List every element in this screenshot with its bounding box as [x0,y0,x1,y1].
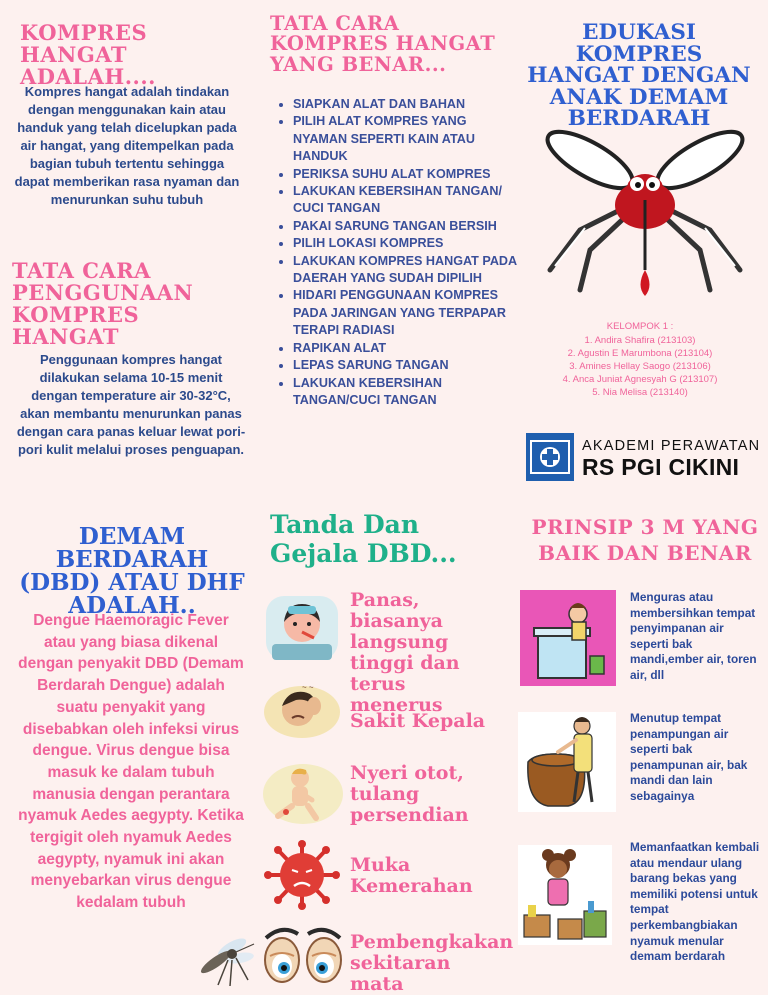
draining-water-illustration-icon [520,590,616,686]
list-item: • LAKUKAN KEBERSIHAN TANGAN/ CUCI TANGAN [293,183,518,218]
symptom-red-face: Muka Kemerahan [350,854,473,897]
list-item: • HIDARI PENGGUNAAN KOMPRES PADA JARINGAN YANG TERPAPAR TERAPI RADIASI [293,287,518,339]
definition-text: Kompres hangat adalah tindakan dengan menggunakan kain atau handuk yang telah dicelupkan pada air hangat, yang ditempelkan pada bagian tubuh tertentu sehingga dapat memberikan rasa nyaman dan menurunkan suhu tubuh [14,84,240,207]
symptom-swollen-eyes: Pembengkakan sekitaran mata [350,931,514,995]
institution-logo [525,432,575,482]
mosquito-blood-icon [540,120,750,300]
cover-title: EDUKASI KOMPRES HANGAT DENGAN ANAK DEMAM BERDARAH [527,20,751,131]
institution-line1: AKADEMI PERAWATAN [582,438,761,454]
member-item: 4. Anca Juniat Agnesyah G (213107) [562,374,718,385]
principles-title: PRINSIP 3 M YANG BAIK DAN BENAR [531,515,759,565]
principle-drain: Menguras atau membersihkan tempat penyimpanan air seperti bak mandi,ember air, toren air, dll [630,590,757,682]
usage-title: TATA CARA PENGGUNAAN KOMPRES HANGAT [12,258,194,350]
svg-text:~ ~: ~ ~ [302,683,314,692]
joint-pain-illustration-icon [262,760,344,826]
member-item: 3. Amines Hellay Saogo (213106) [569,361,711,372]
symptom-fever: Panas, biasanya langsung tinggi dan terus menerus [350,589,460,716]
list-item: • LAKUKAN KEBERSIHAN TANGAN/CUCI TANGAN [293,375,518,410]
list-item: • LEPAS SARUNG TANGAN [293,357,518,374]
symptom-joint-pain: Nyeri otot, tulang persendian [350,762,469,826]
member-item: 5. Nia Melisa (213140) [592,387,688,398]
recycling-illustration-icon [518,845,612,945]
principle-recycle: Memanfaatkan kembali atau mendaur ulang barang bekas yang memiliki potensi untuk tempat perkembangbiakan nyamuk menular demam berdarah [630,840,760,964]
symptoms-title: Tanda Dan Gejala DBD... [270,510,457,568]
swollen-eyes-icon [262,918,344,988]
list-item: • PAKAI SARUNG TANGAN BERSIH [293,218,518,235]
dbd-text: Dengue Haemoragic Fever atau yang biasa dikenal dengan penyakit DBD (Demam Berdarah Dengue) adalah suatu penyakit yang disebabkan oleh infeksi virus dengue. Virus dengue bisa masuk ke dalam tubuh manusia dengan perantara nyamuk Aedes aegypty. Ketika tergigit oleh nyamuk Aedes aegypty, nyamuk ini akan menyebarkan virus dengue kedalam tubuh [18,612,244,912]
list-item: • PERIKSA SUHU ALAT KOMPRES [293,166,518,183]
usage-text: Penggunaan kompres hangat dilakukan selama 10-15 menit dengan temperature air 30-32°C, akan membantu menurunkan panas dengan cara panas keluar lewat pori-pori kulit melalui proses penguapan. [16,352,246,457]
member-item: 1. Andira Shafira (213103) [584,335,696,346]
virus-face-icon [262,840,342,910]
principle-cover: Menutup tempat penampungan air seperti bak penampunan air, bak mandi dan lain sebagainya [630,711,748,803]
list-item: • SIAPKAN ALAT DAN BAHAN [293,96,518,113]
symptom-headache: Sakit Kepala [350,710,486,732]
dbd-title: DEMAM BERDARAH (DBD) ATAU DHF ADALAH.. [19,523,245,619]
headache-illustration-icon [262,680,342,740]
kelompok-title: KELOMPOK 1 : [606,321,674,332]
institution-line2: RS PGI CIKINI [582,454,740,480]
member-item: 2. Agustin E Marumbona (213104) [567,348,713,359]
fever-illustration-icon [262,592,342,664]
list-item: • PILIH ALAT KOMPRES YANG NYAMAN SEPERTI KAIN ATAU HANDUK [293,113,518,165]
covering-water-illustration-icon [518,712,616,812]
list-item: • PILIH LOKASI KOMPRES [293,235,518,252]
list-item: • RAPIKAN ALAT [293,340,518,357]
list-item: • LAKUKAN KOMPRES HANGAT PADA DAERAH YANG SUDAH DIPILIH [293,253,518,288]
mosquito-small-icon [188,930,258,990]
steps-title: TATA CARA KOMPRES HANGAT YANG BENAR... [270,12,496,76]
steps-list [275,96,518,409]
definition-title: KOMPRES HANGAT ADALAH.... [20,20,156,90]
